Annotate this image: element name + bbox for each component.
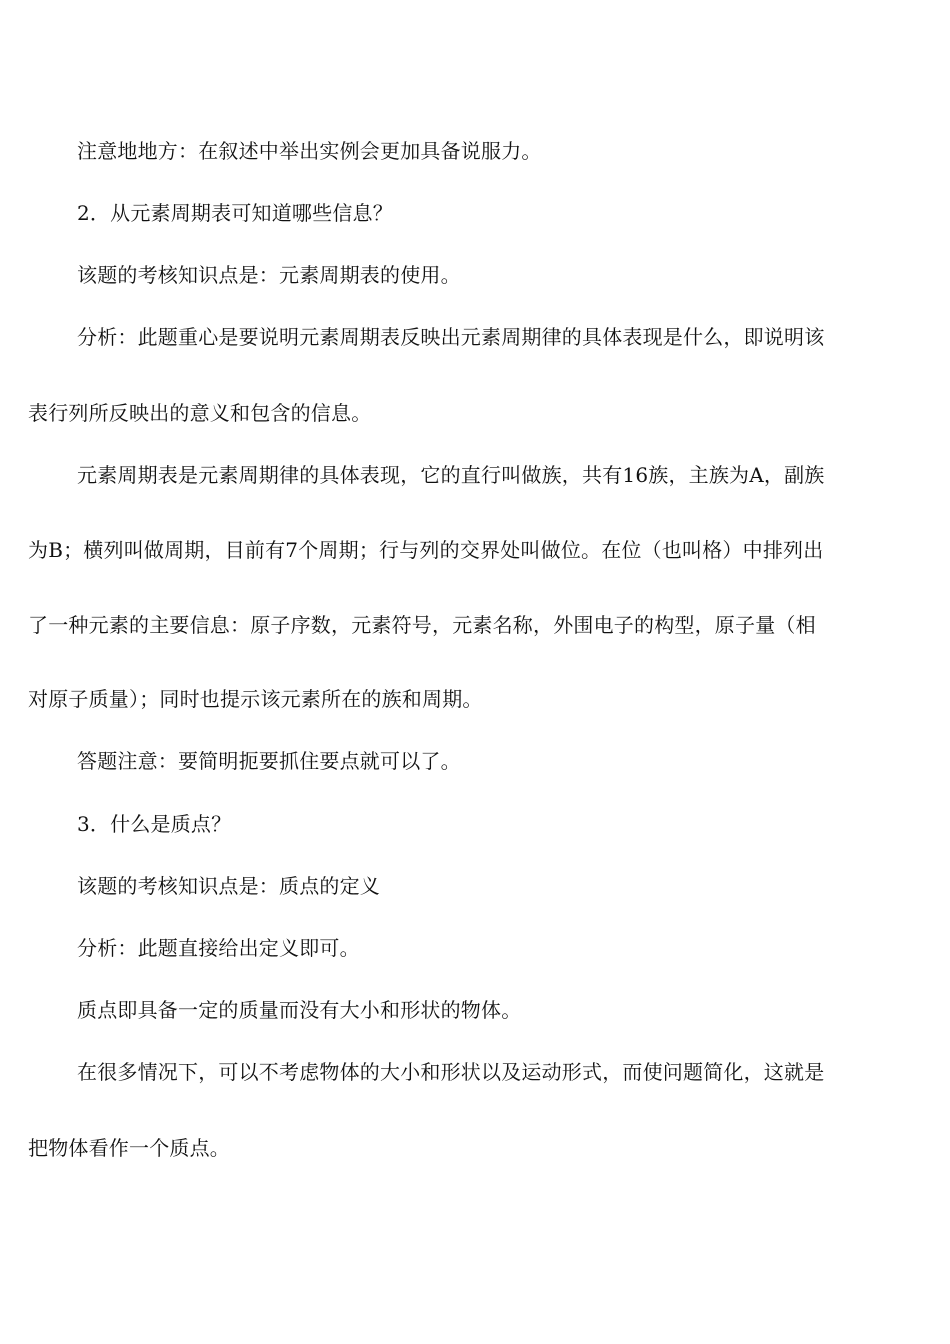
text-line-attention-note: 注意地地方：在叙述中举出实例会更加具备说服力。 [77,139,542,163]
text-line-simplification-continued: 把物体看作一个质点。 [28,1136,230,1160]
text-line-definition: 质点即具备一定的质量而没有大小和形状的物体。 [77,998,522,1022]
text-line-analysis: 分析：此题重心是要说明元素周期表反映出元素周期律的具体表现是什么，即说明该 [77,325,825,349]
text-line-periodic-table-3: 了一种元素的主要信息：原子序数，元素符号，元素名称，外围电子的构型，原子量（相 [28,613,816,637]
text-line-analysis-continued: 表行列所反映出的意义和包含的信息。 [28,401,372,425]
text-line-periodic-table-4: 对原子质量）；同时也提示该元素所在的族和周期。 [28,687,483,711]
text-line-knowledge-point-2: 该题的考核知识点是：质点的定义 [77,874,380,898]
text-line-periodic-table-1: 元素周期表是元素周期律的具体表现，它的直行叫做族，共有16族，主族为A，副族 [77,463,825,487]
text-line-periodic-table-2: 为B；横列叫做周期，目前有7个周期；行与列的交界处叫做位。在位（也叫格）中排列出 [28,538,824,562]
text-line-simplification: 在很多情况下，可以不考虑物体的大小和形状以及运动形式，而使问题简化，这就是 [77,1060,825,1084]
text-line-analysis-2: 分析：此题直接给出定义即可。 [77,936,360,960]
text-line-knowledge-point: 该题的考核知识点是：元素周期表的使用。 [77,263,461,287]
question-3-heading: 3．什么是质点？ [77,812,232,836]
text-line-answer-note: 答题注意：要简明扼要抓住要点就可以了。 [77,749,461,773]
question-2-heading: 2．从元素周期表可知道哪些信息？ [77,201,393,225]
